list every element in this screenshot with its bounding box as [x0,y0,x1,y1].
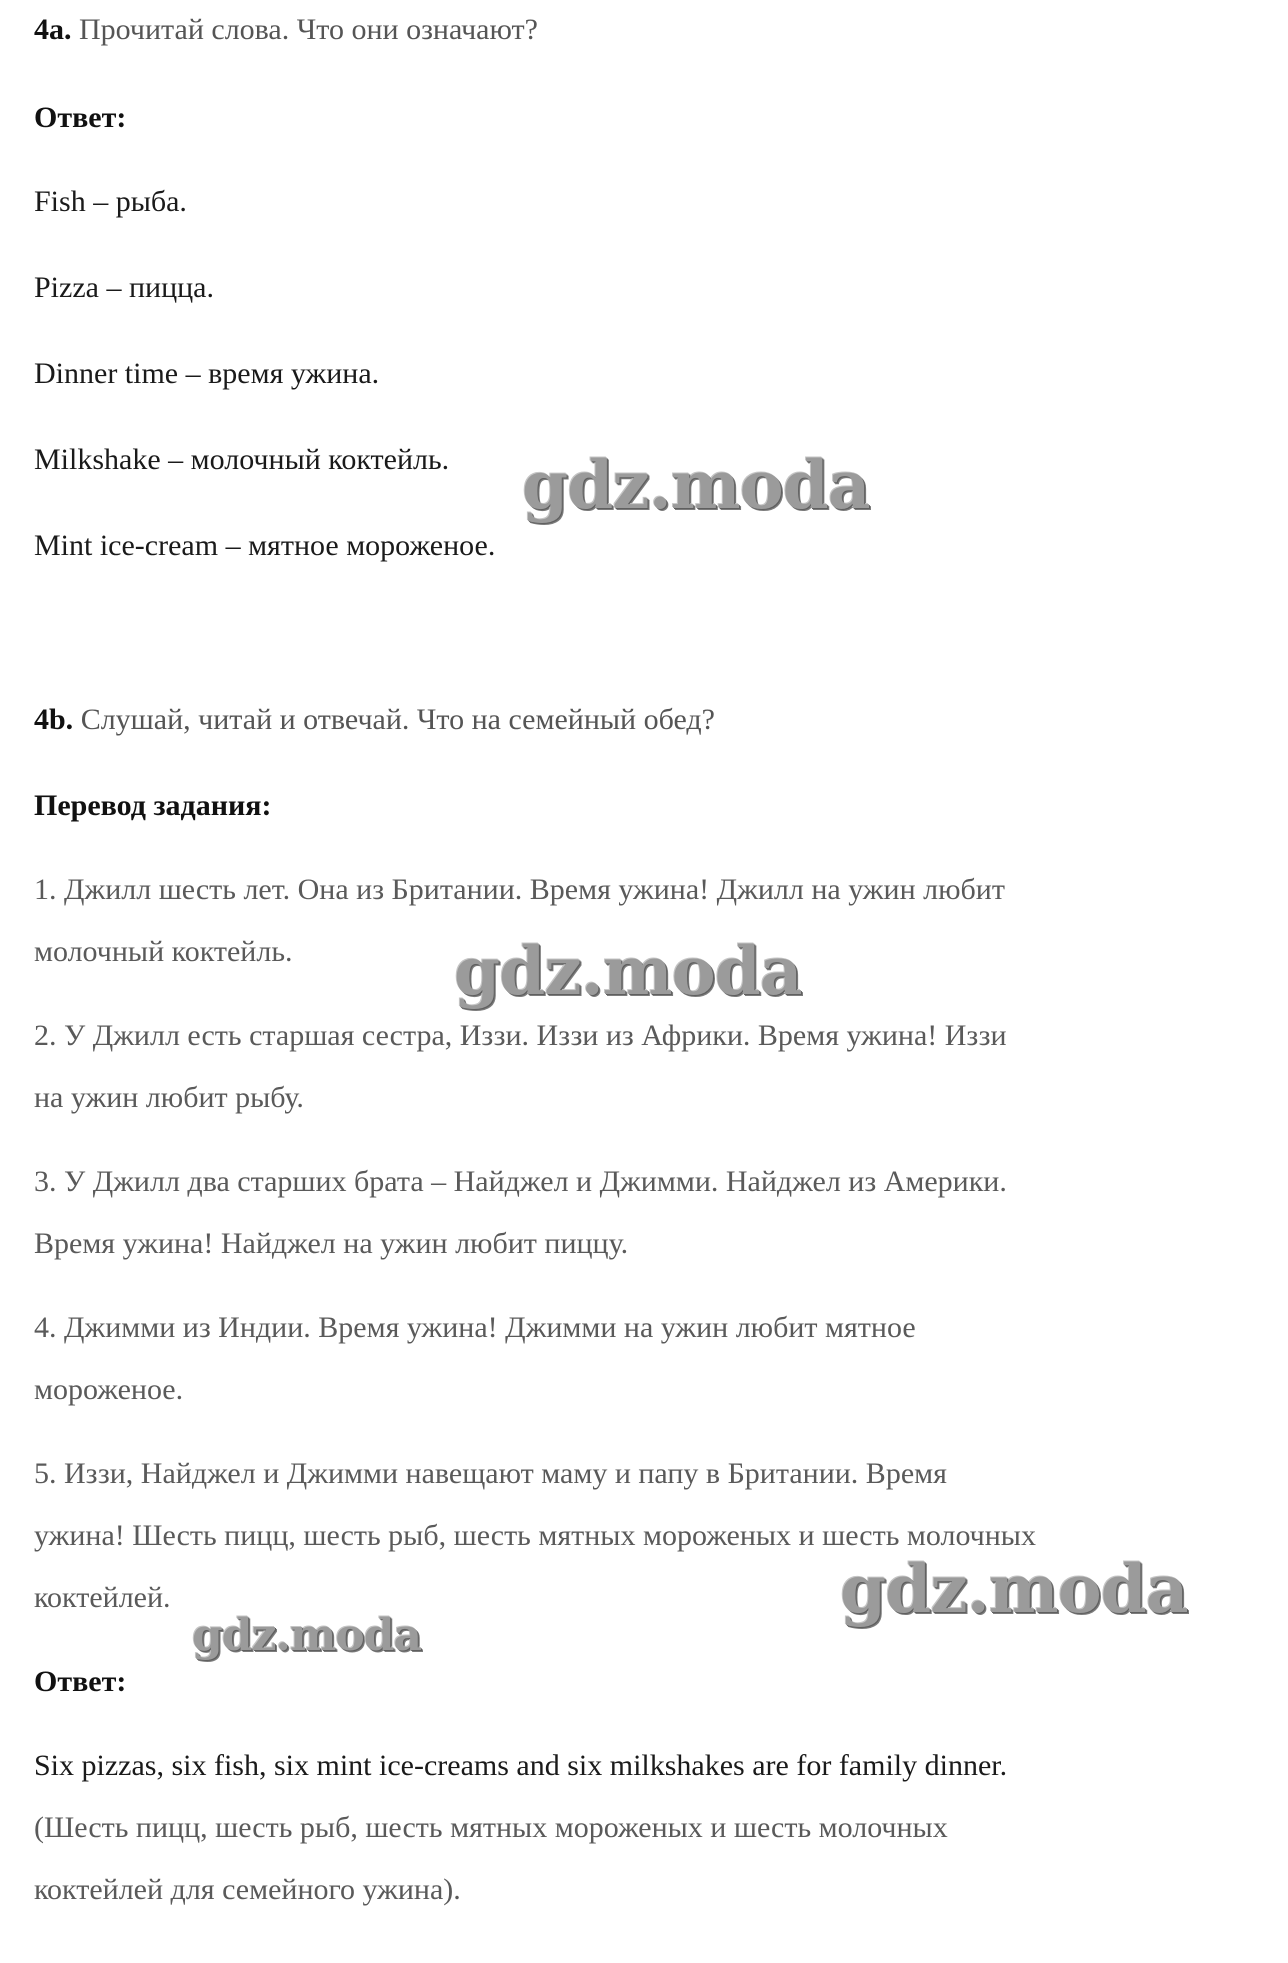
translation-line: Время ужина! Найджел на ужин любит пиццу. [34,1227,629,1260]
task-4a-number: 4a. [34,13,72,46]
watermark-logo: gdz.moda [522,446,870,524]
task-4b-number: 4b. [34,703,74,736]
translation-line: на ужин любит рыбу. [34,1081,304,1114]
translation-line: 3. У Джилл два старших брата – Найджел и Джимми. Найджел из Америки. [34,1165,1007,1198]
task-4a-instruction: Прочитай слова. Что они означают? [79,13,538,46]
task-4b-instruction: Слушай, читай и отвечай. Что на семейный обед? [80,703,715,736]
watermark-logo: gdz.moda [192,1610,422,1661]
translation-line: 2. У Джилл есть старшая сестра, Иззи. Иззи из Африки. Время ужина! Иззи [34,1019,1007,1052]
task-4a-answer-line: Pizza – пицца. [34,271,214,304]
task-4a-answer-line: Fish – рыба. [34,185,187,218]
translation-line: коктейлей. [34,1581,171,1614]
task-4a-answer-line: Dinner time – время ужина. [34,357,380,390]
task-4b-answer-translation-line: (Шесть пицц, шесть рыб, шесть мятных мороженых и шесть молочных [34,1811,948,1844]
translation-line: молочный коктейль. [34,935,293,968]
task-4a-header [34,12,538,48]
translation-line: ужина! Шесть пицц, шесть рыб, шесть мятных мороженых и шесть молочных [34,1519,1036,1552]
translation-line: мороженое. [34,1373,184,1406]
translation-line: 5. Иззи, Найджел и Джимми навещают маму и папу в Британии. Время [34,1457,947,1490]
task-4b-answer-heading: Ответ: [34,1665,127,1698]
task-4b-header [34,702,715,738]
task-4b-translation-heading: Перевод задания: [34,789,272,822]
task-4b-answer-translation-line: коктейлей для семейного ужина). [34,1873,461,1906]
task-4a-answer-line: Milkshake – молочный коктейль. [34,443,450,476]
translation-line: 4. Джимми из Индии. Время ужина! Джимми на ужин любит мятное [34,1311,916,1344]
task-4a-answer-line: Mint ice-cream – мятное мороженое. [34,529,496,562]
watermark-logo: gdz.moda [454,932,802,1010]
task-4b-answer-line: Six pizzas, six fish, six mint ice-creams and six milkshakes are for family dinner. [34,1749,1008,1782]
translation-line: 1. Джилл шесть лет. Она из Британии. Время ужина! Джилл на ужин любит [34,873,1005,906]
watermark-logo: gdz.moda [840,1550,1188,1628]
task-4a-answer-heading: Ответ: [34,101,127,134]
